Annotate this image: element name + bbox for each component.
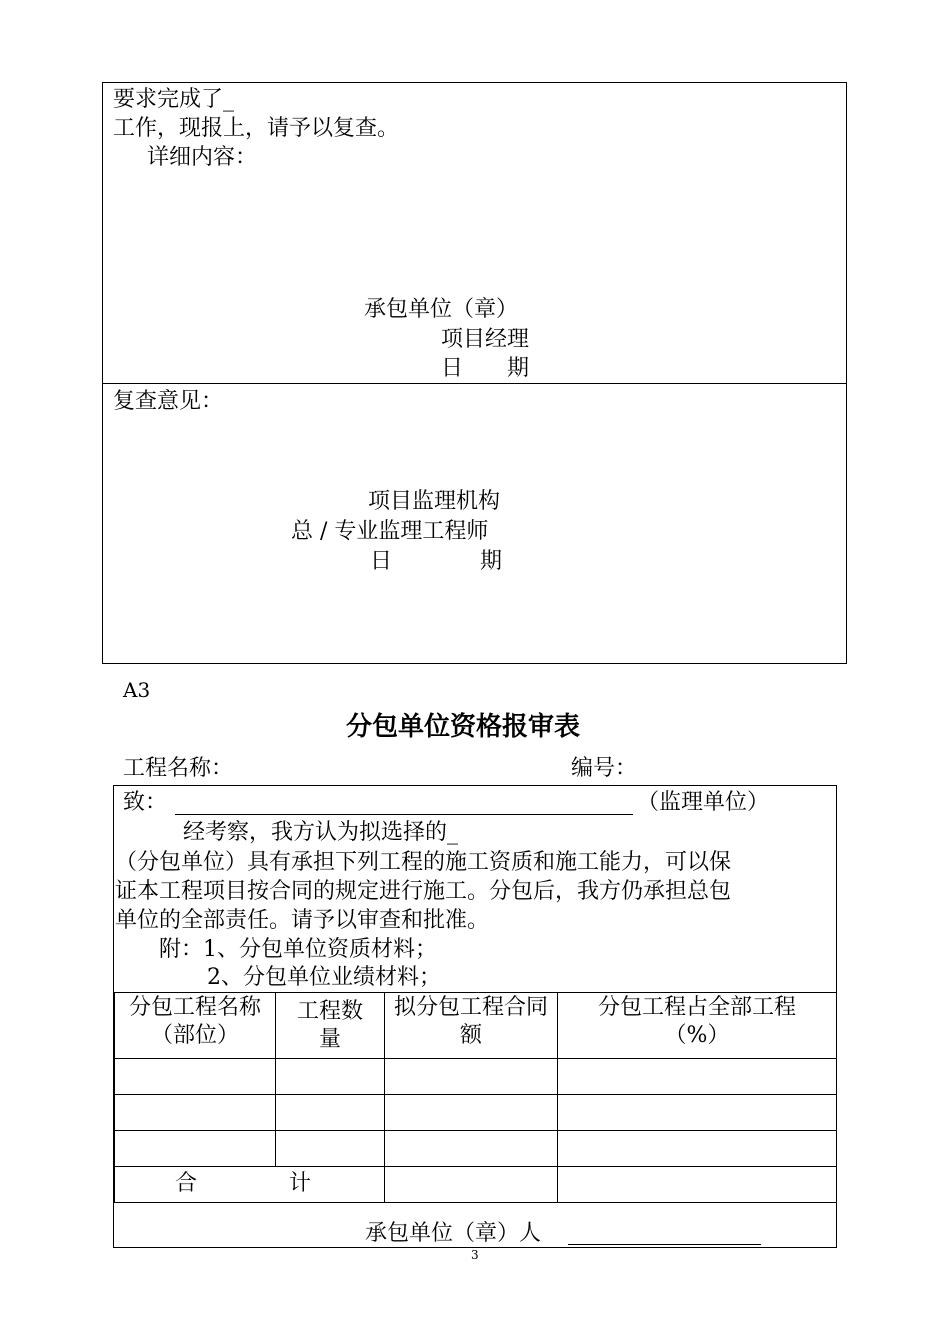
table-cell[interactable] [115,1059,276,1095]
total-label-a: 合 [175,1171,198,1196]
report-line: 工作，现报上，请予以复查。 [113,116,400,141]
body-line-4: 单位的全部责任。请予以审查和批准。 [115,908,490,933]
section-code: A3 [123,678,151,702]
table-row [115,1095,837,1131]
engineer-label: 总 / 专业监理工程师 [291,519,489,544]
section-divider [103,383,846,384]
project-manager-label: 项目经理 [441,327,530,352]
total-label-cell [115,1167,385,1203]
table-cell[interactable] [558,1059,837,1095]
total-label-b: 计 [289,1171,312,1196]
attachment-line-1: 附：1、分包单位资质材料； [159,937,437,962]
header-contract-amount: 拟分包工程合同额 [385,993,558,1059]
subcontract-table [114,992,837,1203]
total-amount-cell[interactable] [385,1167,558,1203]
table-cell[interactable] [385,1095,558,1131]
table-cell[interactable] [385,1131,558,1167]
signature-blank-line[interactable] [568,1244,761,1245]
table-row [115,1059,837,1095]
form-title: 分包单位资格报审表 [346,712,581,742]
serial-number-label: 编号： [571,756,638,781]
sign-line-label: 承包单位（章）人 [365,1221,542,1246]
review-date-label: 日 期 [370,549,503,574]
completion-line: 要求完成了_ [113,87,235,112]
body-line-1: 经考察，我方认为拟选择的_ [183,820,459,845]
supervision-org-label: 项目监理机构 [368,489,501,514]
to-label: 致： [123,790,168,815]
to-blank-line[interactable] [175,814,633,815]
header-work-name: 分包工程名称（部位） [115,993,276,1059]
table-cell[interactable] [115,1095,276,1131]
date-label: 日 期 [441,356,530,381]
page-number: 3 [471,1248,479,1262]
body-line-3: 证本工程项目按合同的规定进行施工。分包后，我方仍承担总包 [115,879,732,904]
table-cell[interactable] [115,1131,276,1167]
header-percentage: 分包工程占全部工程（%） [558,993,837,1059]
detail-label: 详细内容： [147,145,258,170]
attachment-line-2: 2、分包单位业绩材料； [207,965,441,990]
to-suffix: （监理单位） [637,790,770,815]
total-percentage-cell[interactable] [558,1167,837,1203]
contractor-seal-label: 承包单位（章） [364,297,519,322]
total-row [115,1167,837,1203]
body-line-2: （分包单位）具有承担下列工程的施工资质和施工能力，可以保 [115,850,732,875]
table-cell[interactable] [276,1059,385,1095]
review-opinion-label: 复查意见： [113,389,224,414]
table-cell[interactable] [276,1095,385,1131]
header-quantity: 工程数量 [276,993,385,1059]
table-cell[interactable] [558,1095,837,1131]
table-cell[interactable] [385,1059,558,1095]
subcontractor-form-box [113,785,837,1248]
project-name-label: 工程名称： [123,756,234,781]
table-cell[interactable] [558,1131,837,1167]
table-cell[interactable] [276,1131,385,1167]
table-row [115,1131,837,1167]
